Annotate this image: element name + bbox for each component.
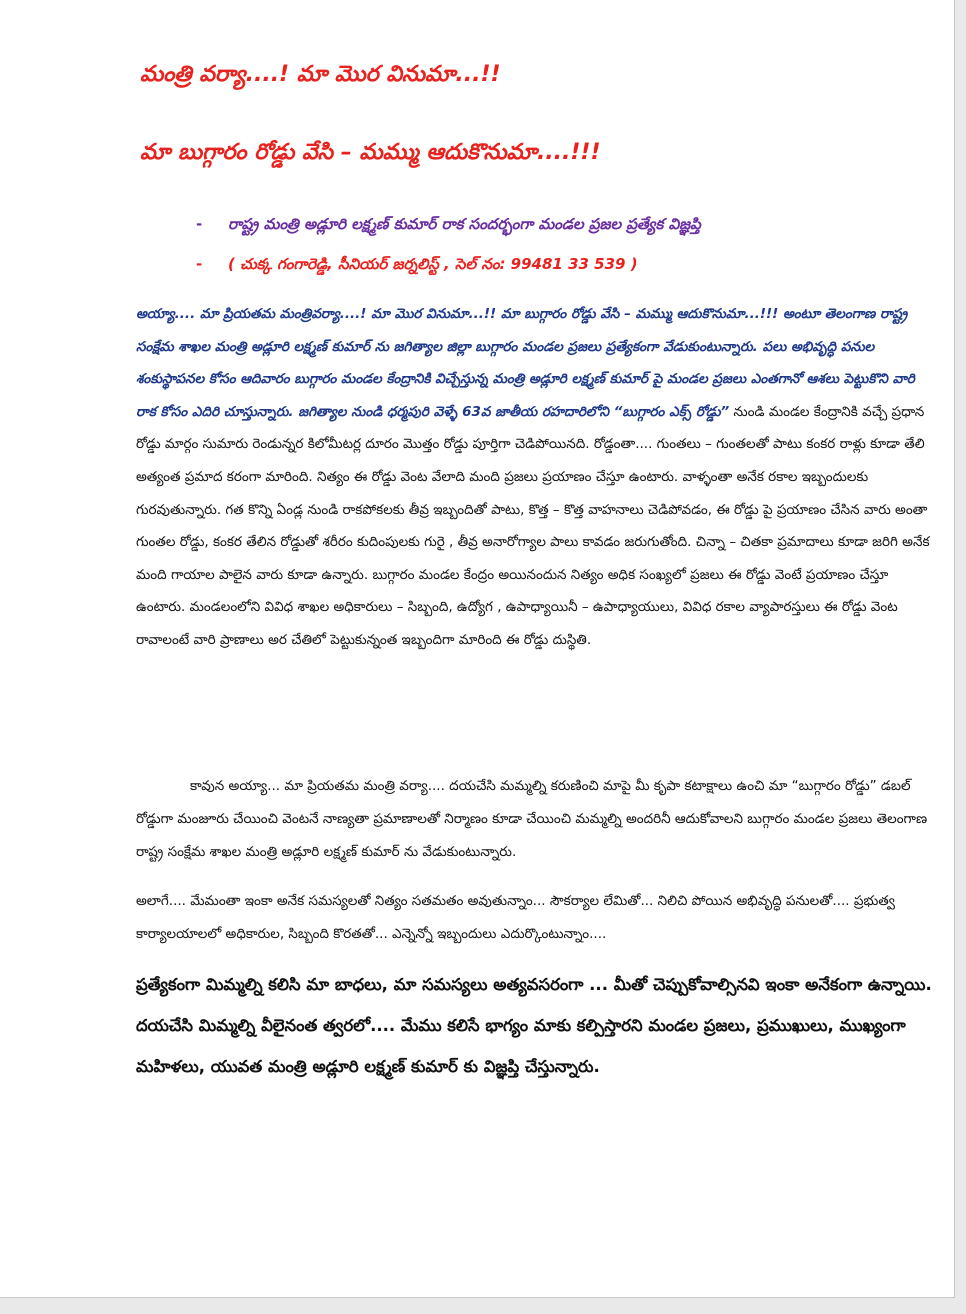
subhead-list — [196, 204, 701, 284]
paragraph-1-body: నుండి మండల కేంద్రానికి వచ్చే ప్రధాన రోడ్డు మార్గం సుమారు రెండున్నర కిలోమీటర్ల దూరం మొత్తం రోడ్డు పూర్తిగా చెడిపోయినది. రోడ్డంతా.... గుంతలు – గుంతలతో పాటు కంకర రాళ్లు కూడా తేలి అత్యంత ప్రమాద కరంగా మారింది. నిత్యం ఈ రోడ్డు వెంట వేలాది మంది ప్రజలు ప్రయాణం చేస్తూ ఉంటారు. వాళ్ళంతా అనేక రకాల ఇబ్బందులకు గురవుతున్నారు. గత కొన్ని ఏండ్ల నుండి రాకపోకలకు తీవ్ర ఇబ్బందితో పాటు, కొత్త – కొత్త వాహనాలు చెడిపోవడం, ఈ రోడ్డు పై ప్రయాణం చేసిన వారు అంతా గుంతల రోడ్డు, కంకర తేలిన రోడ్డుతో శరీరం కుదింపులకు గురై , తీవ్ర అనారోగ్యాల పాలు కావడం జరుగుతోంది. చిన్నా – చితకా ప్రమాదాలు కూడా జరిగి అనేక మంది గాయాల పాలైన వారు కూడా ఉన్నారు. బుగ్గారం మండల కేంద్రం అయినందున నిత్యం అధిక సంఖ్యలో ప్రజలు ఈ రోడ్డు వెంటే ప్రయాణం చేస్తూ ఉంటారు. మండలంలోని వివిధ శాఖల అధికారులు – సిబ్బంది, ఉద్యోగ , ఉపాధ్యాయినీ – ఉపాధ్యాయులు, వివిధ రకాల వ్యాపారస్తులు ఈ రోడ్డు వెంట రావాలంటే వారి ప్రాణాలు అర చేతిలో పెట్టుకున్నంత ఇబ్బందిగా మారింది ఈ రోడ్డు దుస్థితి. — [136, 403, 930, 648]
paragraph-2: కావున అయ్యా... మా ప్రియతమ మంత్రి వర్యా.... దయచేసి మమ్మల్ని కరుణించి మాపై మీ కృపా కటాక్షాలు ఉంచి మా “బుగ్గారం రోడ్డు” డబల్ రోడ్డుగా మంజూరు చేయించి వెంటనే నాణ్యతా ప్రమాణాలతో నిర్మాణం కూడా చేయించి మమ్మల్ని అందరినీ ఆదుకోవాలని బుగ్గారం మండల ప్రజలు తెలంగాణ రాష్ట్ర సంక్షేమ శాఖల మంత్రి అడ్లూరి లక్ష్మణ్ కుమార్ ను వేడుకుంటున్నారు. — [136, 778, 928, 860]
subhead-text: ( చుక్క గంగారెడ్డి, సీనియర్ జర్నలిస్ట్ , సెల్ నం: 99481 33 539 ) — [228, 255, 638, 273]
subhead-text: రాష్ట్ర మంత్రి అడ్లూరి లక్ష్మణ్ కుమార్ రాక సందర్భంగా మండల ప్రజల ప్రత్యేక విజ్ఞప్తి — [228, 215, 701, 233]
subhead-item — [196, 204, 701, 244]
headline-primary: మంత్రి వర్యా....! మా మొర వినుమా...!! — [140, 62, 501, 87]
subhead-item — [196, 244, 701, 284]
paragraph-1-lead: అయ్యా.... మా ప్రియతమ మంత్రివర్యా....! మా మొర వినుమా...!! మా బుగ్గారం రోడ్డు వేసి – మమ్ము ఆదుకొనుమా...!!! అంటూ తెలంగాణ రాష్ట్ర సంక్షేమ శాఖల మంత్రి అడ్లూరి లక్ష్మణ్ కుమార్ ను జగిత్యాల జిల్లా బుగ్గారం మండల ప్రజలు ప్రత్యేకంగా వేడుకుంటున్నారు. పలు అభివృద్ధి పనుల శంకుస్థాపనల కోసం ఆదివారం బుగ్గారం మండల కేంద్రానికి విచ్చేస్తున్న మంత్రి అడ్లూరి లక్ష్మణ్ కుమార్ పై మండల ప్రజలు ఎంతగానో ఆశలు పెట్టుకొని వారి రాక కోసం ఎదిరి చూస్తున్నారు. జగిత్యాల నుండి ధర్మపురి వెళ్ళే 63వ జాతీయ రహదారిలోని “బుగ్గారం ఎక్స్ రోడ్డు” — [136, 306, 915, 420]
bullet-dash-icon: - — [196, 255, 203, 273]
paragraph-1 — [136, 298, 936, 657]
paragraph-3: అలాగే.... మేమంతా ఇంకా అనేక సమస్యలతో నిత్యం సతమతం అవుతున్నాం... సౌకర్యాల లేమితో... నిలిచి పోయిన అభివృద్ధి పనులతో.... ప్రభుత్వ కార్యాలయాలలో అధికారుల, సిబ్బంది కొరతతో... ఎన్నెన్నో ఇబ్బందులు ఎదుర్కొంటున్నాం.... — [136, 893, 895, 942]
headline-secondary: మా బుగ్గారం రోడ్డు వేసి – మమ్ము ఆదుకొనుమా....!!! — [140, 140, 601, 165]
bullet-dash-icon: - — [196, 215, 203, 233]
paragraph-4-bold: ప్రత్యేకంగా మిమ్మల్ని కలిసి మా బాధలు, మా సమస్యలు అత్యవసరంగా ... మీతో చెప్పుకోవాల్సినవి ఇంకా అనేకంగా ఉన్నాయి. దయచేసి మిమ్మల్ని వీలైనంత త్వరలో.... మేము కలిసే భాగ్యం మాకు కల్పిస్తారని మండల ప్రజలు, ప్రముఖులు, ముఖ్యంగా మహిళలు, యువత మంత్రి అడ్లూరి లక్ష్మణ్ కుమార్ కు విజ్ఞప్తి చేస్తున్నారు. — [136, 975, 932, 1076]
